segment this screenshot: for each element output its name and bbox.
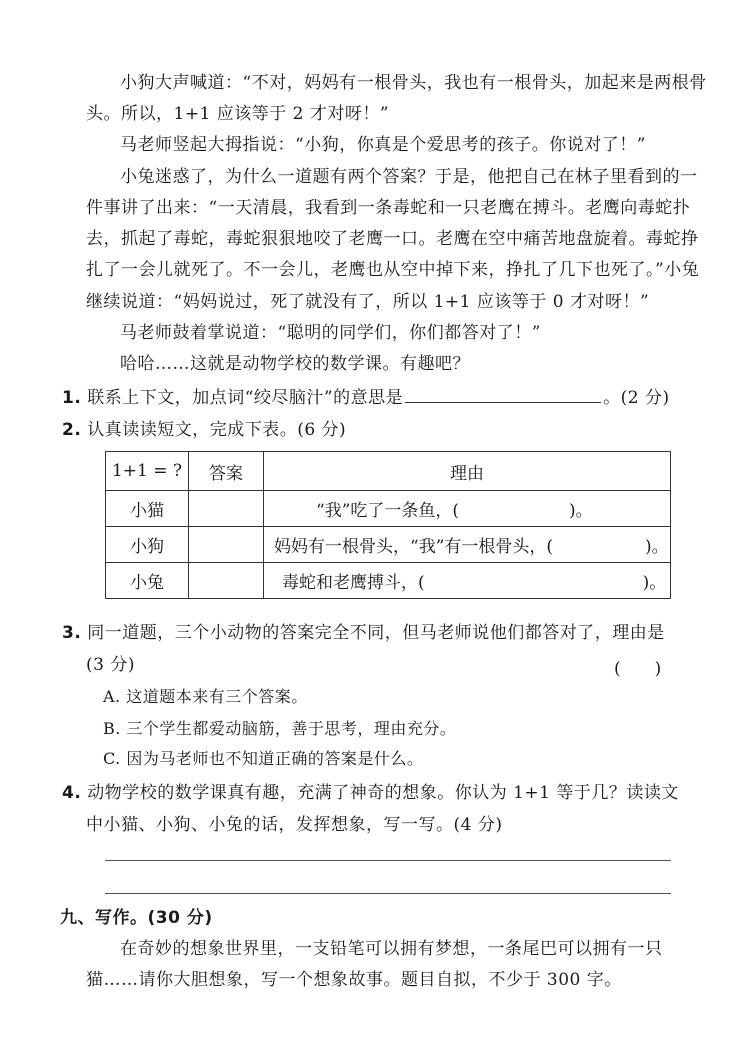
table-header-row xyxy=(106,452,671,491)
section-9-title xyxy=(60,907,213,929)
story-line: 件事讲了出来：“一天清晨，我看到一条毒蛇和一只老鹰在搏斗。老鹰向毒蛇扑 xyxy=(86,198,691,218)
question-number: 4. xyxy=(62,783,82,803)
question-text: 同一道题，三个小动物的答案完全不同，但马老师说他们都答对了，理由是 xyxy=(87,623,665,643)
question-text: 认真读读短文，完成下表。(6 分) xyxy=(87,420,347,440)
reason-close: )。 xyxy=(569,501,593,521)
reason-text: “我”吃了一条鱼，( xyxy=(316,501,460,521)
reason-text: 毒蛇和老鹰搏斗，( xyxy=(282,573,425,593)
story-line: 继续说道：“妈妈说过，死了就没有了，所以 1+1 应该等于 0 才对呀！” xyxy=(86,292,650,312)
question-text: 动物学校的数学课真有趣，充满了神奇的想象。你认为 1+1 等于几？读读文 xyxy=(87,783,679,803)
story-line: 去，抓起了毒蛇，毒蛇狠狠地咬了老鹰一口。老鹰在空中痛苦地盘旋着。毒蛇挣 xyxy=(86,229,699,249)
story-line: 马老师鼓着掌说道：“聪明的同学们，你们都答对了！” xyxy=(120,323,541,343)
table-header: 答案 xyxy=(189,452,264,491)
story-line: 小狗大声喊道：“不对，妈妈有一根骨头，我也有一根骨头，加起来是两根骨 xyxy=(120,73,707,93)
answer-cell[interactable] xyxy=(189,491,264,527)
question-points: (3 分) xyxy=(86,655,135,675)
question-number: 2. xyxy=(62,420,82,440)
answer-cell[interactable] xyxy=(189,527,264,563)
story-line: 小兔迷惑了，为什么一道题有两个答案？于是，他把自己在林子里看到的一 xyxy=(120,167,698,187)
writing-line[interactable] xyxy=(105,893,671,894)
story-line: 头。所以，1+1 应该等于 2 才对呀！” xyxy=(86,104,390,124)
table-header: 1+1 = ? xyxy=(106,452,189,491)
reason-cell xyxy=(264,563,671,599)
reason-cell xyxy=(264,527,671,563)
table-row xyxy=(106,563,671,599)
answer-blank[interactable] xyxy=(405,386,601,403)
question-text: 中小猫、小狗、小兔的话，发挥想象，写一写。(4 分) xyxy=(86,815,503,835)
question-3 xyxy=(62,622,665,644)
table-row xyxy=(106,491,671,527)
writing-prompt: 猫……请你大胆想象，写一个想象故事。题目自拟，不少于 300 字。 xyxy=(86,970,622,990)
story-line: 马老师竖起大拇指说：“小狗，你真是个爱思考的孩子。你说对了！” xyxy=(120,135,646,155)
writing-prompt: 在奇妙的想象世界里，一支铅笔可以拥有梦想，一条尾巴可以拥有一只 xyxy=(120,939,663,959)
reason-close: )。 xyxy=(645,537,669,557)
reason-text: 妈妈有一根骨头，“我”有一根骨头，( xyxy=(274,537,554,557)
story-line: 扎了一会儿就死了。不一会儿，老鹰也从空中掉下来，挣扎了几下也死了。”小兔 xyxy=(86,260,700,280)
question-2 xyxy=(62,419,346,441)
question-points: 。(2 分) xyxy=(603,388,670,408)
question-text: 联系上下文，加点词“绞尽脑汁”的意思是 xyxy=(87,388,404,408)
section-title: 九、写作。(30 分) xyxy=(60,908,213,928)
animal-cell: 小猫 xyxy=(106,491,189,527)
writing-line[interactable] xyxy=(105,860,671,861)
animal-cell: 小兔 xyxy=(106,563,189,599)
table-row xyxy=(106,527,671,563)
table-header: 理由 xyxy=(264,452,671,491)
question-number: 3. xyxy=(62,623,82,643)
answer-cell[interactable] xyxy=(189,563,264,599)
question-1 xyxy=(62,386,670,409)
choice-answer-box[interactable]: ( ) xyxy=(614,659,662,679)
option-c: C. 因为马老师也不知道正确的答案是什么。 xyxy=(103,749,424,768)
option-b: B. 三个学生都爱动脑筋，善于思考，理由充分。 xyxy=(103,719,457,738)
reason-cell xyxy=(264,491,671,527)
reason-close: )。 xyxy=(642,573,667,593)
answer-table xyxy=(105,451,671,599)
question-4 xyxy=(62,782,679,804)
question-number: 1. xyxy=(62,388,82,408)
story-line: 哈哈……这就是动物学校的数学课。有趣吧？ xyxy=(120,354,470,374)
option-a: A. 这道题本来有三个答案。 xyxy=(103,687,308,706)
animal-cell: 小狗 xyxy=(106,527,189,563)
